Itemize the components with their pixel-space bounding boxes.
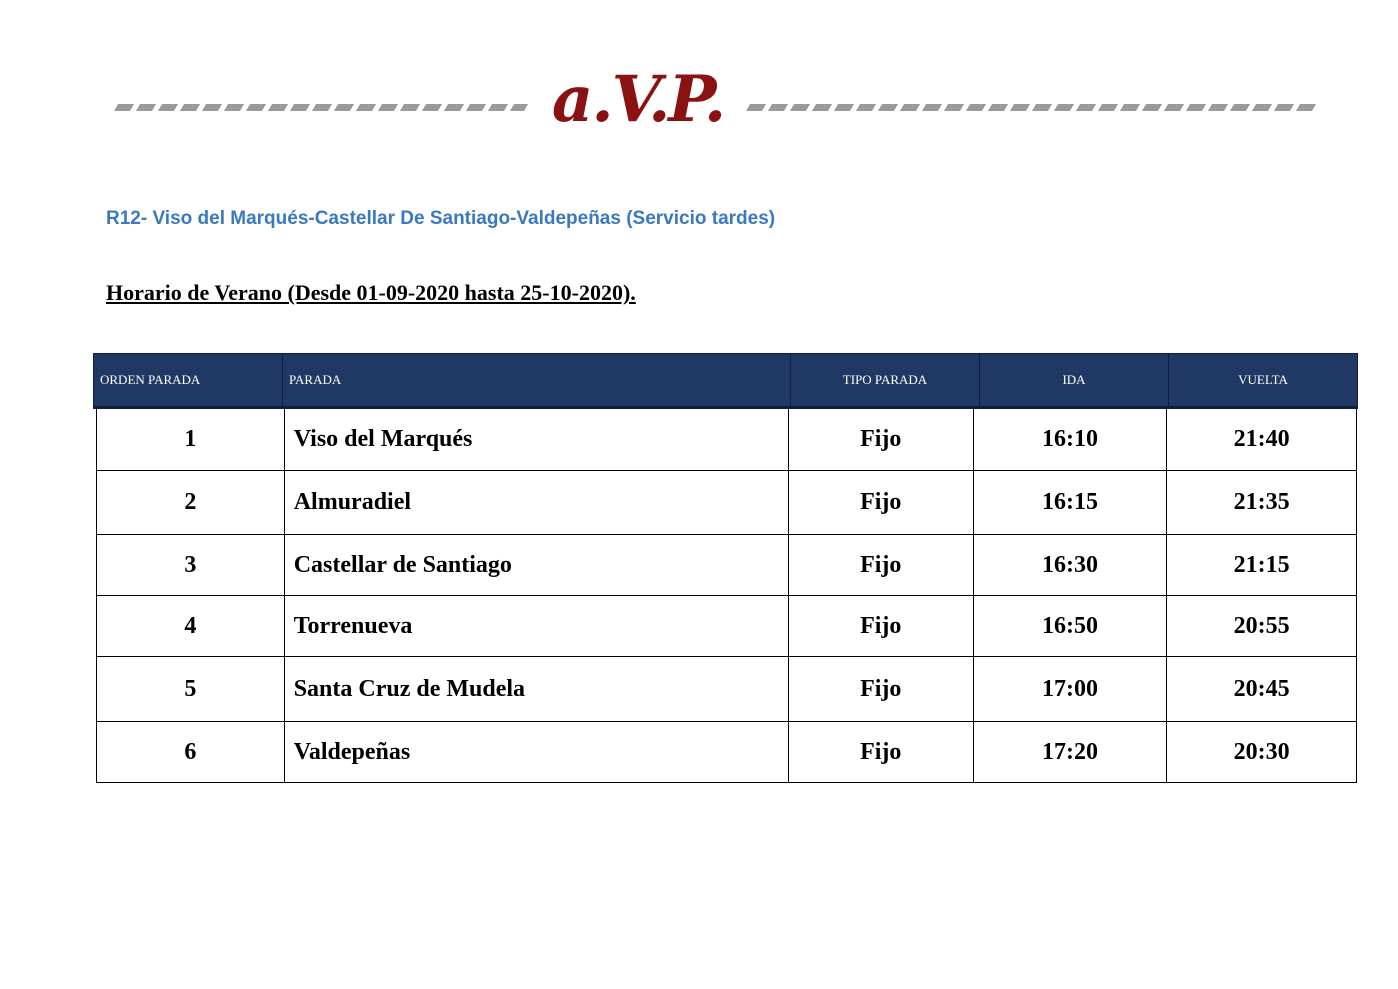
column-header-stop: PARADA [283,354,791,406]
cell-vuelta: 20:30 [1233,738,1290,765]
header-dash-right [746,104,1318,111]
cell-vuelta: 20:45 [1233,675,1290,702]
schedule-table-body [96,409,1357,783]
table-row [97,471,1356,535]
cell-vuelta: 21:40 [1233,426,1290,452]
cell-type: Fijo [789,657,974,721]
cell-stop: Viso del Marqués [285,409,789,470]
cell-vuelta: 21:15 [1233,551,1290,578]
cell-stop: Castellar de Santiago [285,535,789,595]
cell-type: Fijo [789,596,974,656]
column-header-ida: IDA [980,354,1169,406]
cell-vuelta: 21:35 [1233,489,1290,515]
cell-type: Fijo [789,409,974,470]
cell-ida: 16:30 [974,535,1168,595]
cell-stop: Valdepeñas [285,722,789,782]
table-row [97,409,1356,471]
cell-ida: 16:15 [974,471,1168,534]
table-row [97,535,1356,596]
route-title: R12- Viso del Marqués-Castellar De Santiago-Valdepeñas (Servicio tardes) [106,208,776,229]
table-row [97,596,1356,657]
schedule-title: Horario de Verano (Desde 01-09-2020 hasta 25-10-2020). [106,280,636,305]
cell-ida: 16:10 [974,409,1168,470]
column-header-vuelta: VUELTA [1238,372,1288,387]
cell-order: 4 [97,596,285,656]
cell-type: Fijo [789,535,974,595]
cell-stop: Torrenueva [285,596,789,656]
cell-vuelta: 20:55 [1233,612,1290,639]
cell-type: Fijo [789,471,974,534]
column-header-order: ORDEN PARADA [94,354,283,406]
cell-stop: Santa Cruz de Mudela [285,657,789,721]
header-dash-left [114,104,528,111]
cell-ida: 16:50 [974,596,1168,656]
cell-type: Fijo [789,722,974,782]
column-header-type: TIPO PARADA [791,354,980,406]
table-header [93,353,1358,409]
table-row [97,722,1356,783]
cell-order: 3 [97,535,285,595]
table-row [97,657,1356,722]
cell-order: 2 [97,471,285,534]
page-header [112,60,1318,140]
cell-order: 1 [97,409,285,470]
cell-order: 6 [97,722,285,782]
cell-ida: 17:20 [974,722,1168,782]
cell-order: 5 [97,657,285,721]
company-logo: a.V.P. [551,62,725,137]
cell-stop: Almuradiel [285,471,789,534]
cell-ida: 17:00 [974,657,1168,721]
